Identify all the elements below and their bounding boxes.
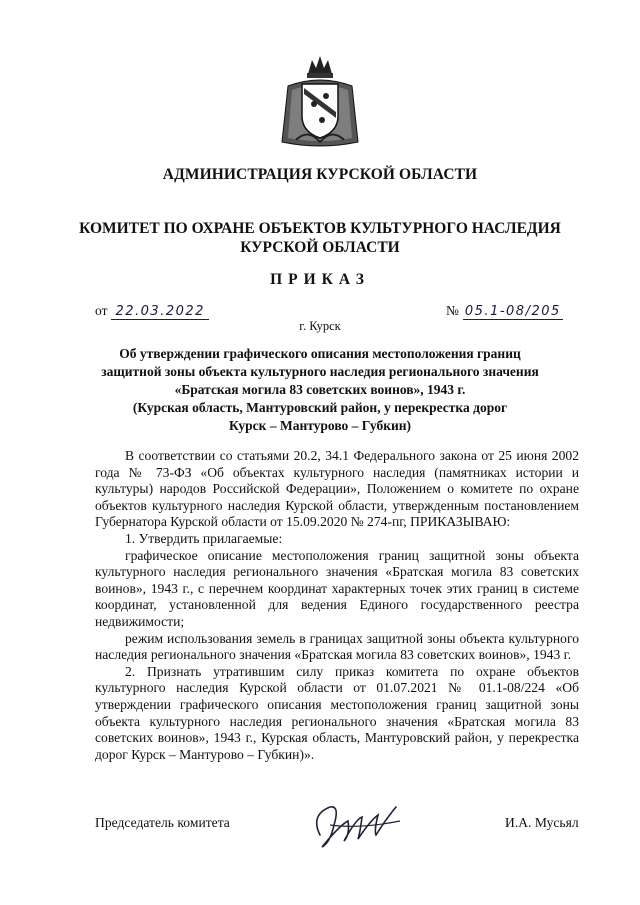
coat-of-arms-icon (278, 54, 362, 152)
subject-line: (Курская область, Мантуровский район, у перекрестка дорог (132, 400, 508, 415)
order-date (95, 303, 209, 319)
order-body (95, 448, 579, 763)
signer-name: И.А. Мусьял (505, 815, 579, 830)
committee-title-line: КОМИТЕТ ПО ОХРАНЕ ОБЪЕКТОВ КУЛЬТУРНОГО НАСЛЕДИЯ (79, 220, 561, 237)
order-title: ПРИКАЗ (270, 271, 370, 288)
item-1a: графическое описание местоположения границ защитной зоны объекта культурного наследия регионального значения «Братская могила 83 советских воинов», 1943 г., с перечнем координат характерных точек этих границ в системе координат, установленной для ведения Единого государственного реестра недвижимости; (95, 547, 579, 629)
subject-line: «Братская могила 83 советских воинов», 1943 г. (174, 382, 466, 397)
number-value: 05.1-08/205 (464, 304, 561, 319)
committee-title (0, 219, 640, 257)
subject-line: защитной зоны объекта культурного наследия регионального значения (101, 364, 539, 379)
order-number (446, 303, 563, 319)
preamble-paragraph: В соответствии со статьями 20.2, 34.1 Федерального закона от 25 июня 2002 года № 73-ФЗ «Об объектах культурного наследия (памятниках истории и культуры) народов Российской Федерации», Положением о комитете по охране объектов культурного наследия Курской области, утвержденным постановлением Губернатора Курской области от 15.09.2020 № 274-пг, ПРИКАЗЫВАЮ: (95, 448, 579, 530)
order-city: г. Курск (299, 319, 341, 333)
subject-line: Об утверждении графического описания местоположения границ (119, 346, 521, 361)
handwritten-signature (300, 795, 420, 855)
item-2: 2. Признать утратившим силу приказ комитета по охране объектов культурного наследия Курской области от 01.07.2021 № 01.1-08/224 «Об утверждении графического описания местоположения границ защитной зоны объекта культурного наследия регионального значения «Братская могила 83 советских воинов», 1943 г., Курская область, Мантуровский район, у перекрестка дорог Курск – Мантурово – Губкин)». (95, 663, 579, 762)
item-1: 1. Утвердить прилагаемые: (125, 530, 283, 546)
date-value: 22.03.2022 (111, 304, 208, 320)
committee-title-line: КУРСКОЙ ОБЛАСТИ (240, 239, 400, 256)
number-prefix: № (446, 303, 459, 318)
signer-position: Председатель комитета (95, 815, 230, 830)
order-subject (95, 345, 545, 435)
item-1b: режим использования земель в границах защитной зоны объекта культурного наследия регионального значения «Братская могила 83 советских воинов», 1943 г. (95, 630, 579, 663)
administration-title: АДМИНИСТРАЦИЯ КУРСКОЙ ОБЛАСТИ (162, 166, 478, 183)
date-prefix: от (95, 303, 108, 318)
subject-line: Курск – Мантурово – Губкин) (228, 418, 412, 433)
